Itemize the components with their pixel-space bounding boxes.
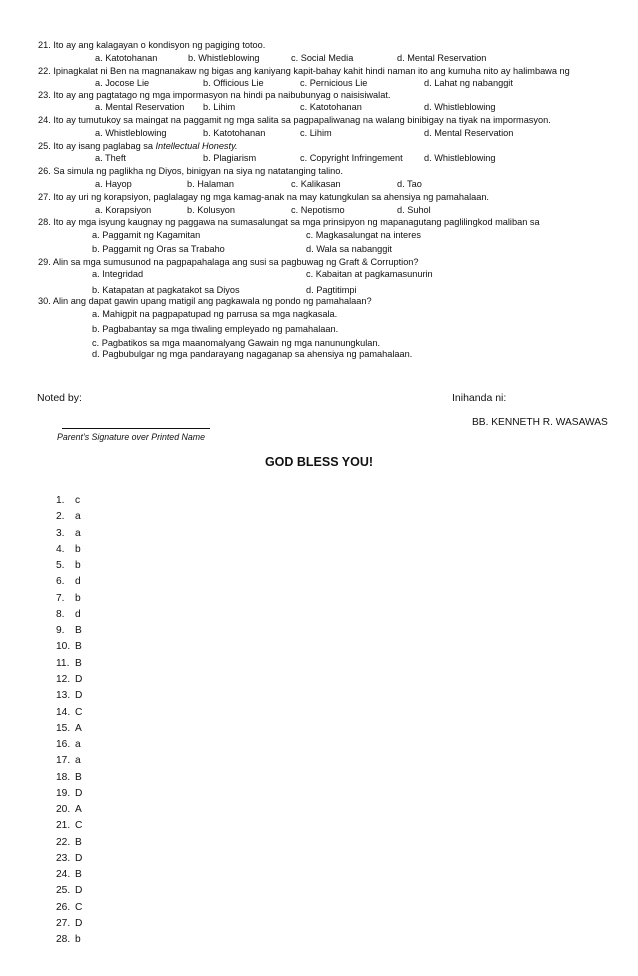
answer-number: 11. [56, 657, 70, 669]
answer-choice: d. Mental Reservation [397, 53, 487, 63]
answer-key-item [56, 934, 81, 946]
answer-key-item [56, 902, 82, 914]
answer-letter: a [75, 755, 81, 767]
answer-choice: a. Whistleblowing [95, 128, 167, 138]
answer-key-item [56, 511, 81, 523]
teacher-name: BB. KENNETH R. WASAWAS [472, 417, 608, 428]
answer-choice: d. Mental Reservation [424, 128, 514, 138]
answer-key-item [56, 804, 82, 816]
answer-key-item [56, 641, 82, 653]
answer-choice: d. Lahat ng nabanggit [424, 78, 513, 88]
question-prompt: 26. Sa simula ng paglikha ng Diyos, binigyan na siya ng natatanging talino. [38, 166, 343, 176]
answer-key-item [56, 528, 81, 540]
answer-number: 12. [56, 673, 71, 685]
answer-number: 4. [56, 543, 65, 555]
answer-key-item [56, 674, 82, 686]
answer-key-item [56, 707, 82, 719]
answer-letter: C [75, 820, 83, 832]
answer-choice: b. Katapatan at pagkatakot sa Diyos [92, 285, 240, 295]
answer-letter: C [75, 706, 83, 718]
answer-choice: d. Whistleblowing [424, 153, 496, 163]
answer-key-item [56, 560, 81, 572]
answer-letter: b [75, 560, 81, 572]
answer-choice: b. Halaman [187, 179, 234, 189]
question-prompt: 21. Ito ay ang kalagayan o kondisyon ng pagiging totoo. [38, 40, 266, 50]
answer-choice: b. Katotohanan [203, 128, 266, 138]
answer-key-item [56, 576, 81, 588]
noted-by-label: Noted by: [37, 392, 82, 404]
answer-choice: b. Pagbabantay sa mga tiwaling empleyado ng pamahalaan. [92, 324, 339, 334]
question-text [38, 141, 238, 152]
answer-letter: D [75, 787, 83, 799]
answer-number: 22. [56, 836, 71, 848]
answer-choice: a. Integridad [92, 269, 144, 279]
answer-number: 6. [56, 576, 65, 588]
answer-choice: d. Whistleblowing [424, 102, 496, 112]
answer-number: 15. [56, 722, 71, 734]
answer-choice: a. Paggamit ng Kagamitan [92, 230, 201, 240]
answer-number: 7. [56, 592, 65, 604]
answer-choice: d. Suhol [397, 205, 431, 215]
question-prompt: 30. Alin ang dapat gawin upang matigil ang pagkawala ng pondo ng pamahalaan? [38, 296, 372, 306]
answer-choice: a. Katotohanan [95, 53, 158, 63]
answer-number: 10. [56, 641, 71, 653]
answer-choice: c. Katotohanan [300, 102, 362, 112]
answer-letter: B [75, 641, 82, 653]
answer-number: 9. [56, 625, 65, 637]
answer-choice: a. Hayop [95, 179, 132, 189]
answer-choice: a. Korapsiyon [95, 205, 152, 215]
question-prompt: 27. Ito ay uri ng korapsiyon, paglalagay ng mga kamag-anak na may katungkulan sa ahensiya ng pamahalaan. [38, 192, 489, 202]
answer-choice: c. Kabaitan at pagkamasunurin [306, 269, 433, 279]
answer-letter: A [75, 804, 82, 816]
answer-letter: b [75, 592, 81, 604]
question-text [38, 217, 540, 228]
answer-key-item [56, 658, 82, 670]
signature-line [62, 428, 210, 429]
answer-number: 3. [56, 527, 65, 539]
answer-key-item [56, 885, 82, 897]
answer-number: 5. [56, 560, 65, 572]
answer-number: 24. [56, 869, 71, 881]
answer-number: 25. [56, 885, 71, 897]
answer-letter: B [75, 625, 82, 637]
answer-letter: a [75, 527, 81, 539]
answer-letter: d [75, 576, 81, 588]
closing-blessing: GOD BLESS YOU! [264, 455, 374, 469]
answer-letter: C [75, 901, 83, 913]
answer-choice: b. Paggamit ng Oras sa Trabaho [92, 244, 225, 254]
answer-number: 18. [56, 771, 71, 783]
answer-choice: a. Mahigpit na pagpapatupad ng parrusa sa mga nagkasala. [92, 309, 338, 319]
answer-key-item [56, 820, 82, 832]
answer-key-item [56, 755, 81, 767]
question-prompt: 22. Ipinagkalat ni Ben na magnanakaw ng bigas ang kaniyang kapit-bahay kahit hindi naman ito ang kumuha nito ay halimbawa ng [38, 66, 570, 76]
question-text [38, 115, 551, 126]
answer-number: 23. [56, 852, 71, 864]
answer-number: 28. [56, 934, 71, 946]
answer-number: 1. [56, 495, 65, 506]
answer-letter: A [75, 722, 82, 734]
question-prompt: 25. Ito ay isang paglabag sa [38, 141, 156, 151]
answer-key-item [56, 853, 82, 865]
answer-choice: d. Tao [397, 179, 422, 189]
answer-choice: d. Pagbubulgar ng mga pandarayang nagaganap sa ahensiya ng pamahalaan. [92, 349, 413, 359]
answer-choice: d. Wala sa nabanggit [306, 244, 392, 254]
answer-letter: b [75, 543, 81, 555]
answer-letter: d [75, 608, 81, 620]
answer-number: 8. [56, 608, 65, 620]
answer-choice: b. Plagiarism [203, 153, 257, 163]
answer-number: 2. [56, 511, 65, 523]
question-text [38, 296, 372, 307]
answer-choice: c. Nepotismo [291, 205, 345, 215]
answer-key-item [56, 723, 82, 735]
answer-key-item [56, 544, 81, 556]
answer-letter: a [75, 739, 81, 751]
answer-number: 13. [56, 690, 71, 702]
question-text [38, 40, 265, 51]
answer-choice: c. Magkasalungat na interes [306, 230, 421, 240]
answer-letter: D [75, 673, 83, 685]
answer-key-item [56, 625, 82, 637]
question-text [38, 192, 489, 203]
answer-letter: B [75, 657, 82, 669]
answer-key-item [56, 918, 82, 930]
answer-choice: c. Lihim [300, 128, 332, 138]
answer-number: 17. [56, 755, 71, 767]
question-text [38, 166, 343, 177]
answer-key-item [56, 869, 82, 881]
answer-choice: a. Mental Reservation [95, 102, 185, 112]
answer-letter: D [75, 918, 83, 930]
answer-key-item [56, 609, 81, 621]
answer-choice: c. Kalikasan [291, 179, 341, 189]
question-prompt: 28. Ito ay mga isyung kaugnay ng paggawa na sumasalungat sa mga prinsipyon ng mapanagutang paglilingkod maliban sa [38, 217, 540, 227]
answer-letter: B [75, 836, 82, 848]
answer-choice: b. Officious Lie [203, 78, 264, 88]
answer-letter: a [75, 511, 81, 523]
answer-key-item [56, 772, 82, 784]
question-text [38, 90, 390, 101]
answer-choice: c. Pagbatikos sa mga maanomalyang Gawain ng mga nanunungkulan. [92, 338, 381, 348]
answer-key-item [56, 690, 82, 702]
answer-letter: D [75, 690, 83, 702]
answer-number: 16. [56, 739, 71, 751]
answer-choice: c. Copyright Infringement [300, 153, 403, 163]
answer-key-item [56, 837, 82, 849]
answer-key-item [56, 593, 81, 605]
question-italic-term: Intellectual Honesty. [155, 141, 238, 151]
answer-choice: d. Pagtitimpi [306, 285, 357, 295]
answer-choice: b. Whistleblowing [188, 53, 260, 63]
answer-letter: B [75, 771, 82, 783]
answer-choice: b. Kolusyon [187, 205, 236, 215]
answer-letter: D [75, 885, 83, 897]
answer-number: 19. [56, 787, 71, 799]
answer-key-item [56, 739, 81, 751]
answer-letter: B [75, 869, 82, 881]
answer-key-item [56, 788, 82, 800]
answer-choice: a. Jocose Lie [95, 78, 150, 88]
answer-letter: c [75, 495, 81, 506]
answer-number: 21. [56, 820, 71, 832]
answer-choice: c. Social Media [291, 53, 354, 63]
answer-number: 20. [56, 804, 71, 816]
answer-choice: b. Lihim [203, 102, 236, 112]
question-prompt: 23. Ito ay ang pagtatago ng mga impormasyon na hindi pa naibubunyag o naisisiwalat. [38, 90, 391, 100]
question-text [38, 257, 419, 268]
question-prompt: 24. Ito ay tumutukoy sa maingat na paggamit ng mga salita sa pagpapaliwanag na walang binibigay na tiyak na impormasyon. [38, 115, 551, 125]
answer-choice: c. Pernicious Lie [300, 78, 368, 88]
prepared-by-label: Inihanda ni: [452, 392, 507, 404]
answer-number: 27. [56, 918, 71, 930]
answer-number: 14. [56, 706, 71, 718]
answer-letter: D [75, 852, 83, 864]
signature-caption: Parent’s Signature over Printed Name [57, 432, 205, 442]
answer-letter: b [75, 934, 81, 946]
answer-key-item [56, 495, 80, 507]
answer-choice: a. Theft [95, 153, 126, 163]
question-prompt: 29. Alin sa mga sumusunod na pagpapahalaga ang susi sa pagbuwag ng Graft & Corruption? [38, 257, 419, 267]
answer-number: 26. [56, 901, 71, 913]
question-text [38, 66, 570, 77]
